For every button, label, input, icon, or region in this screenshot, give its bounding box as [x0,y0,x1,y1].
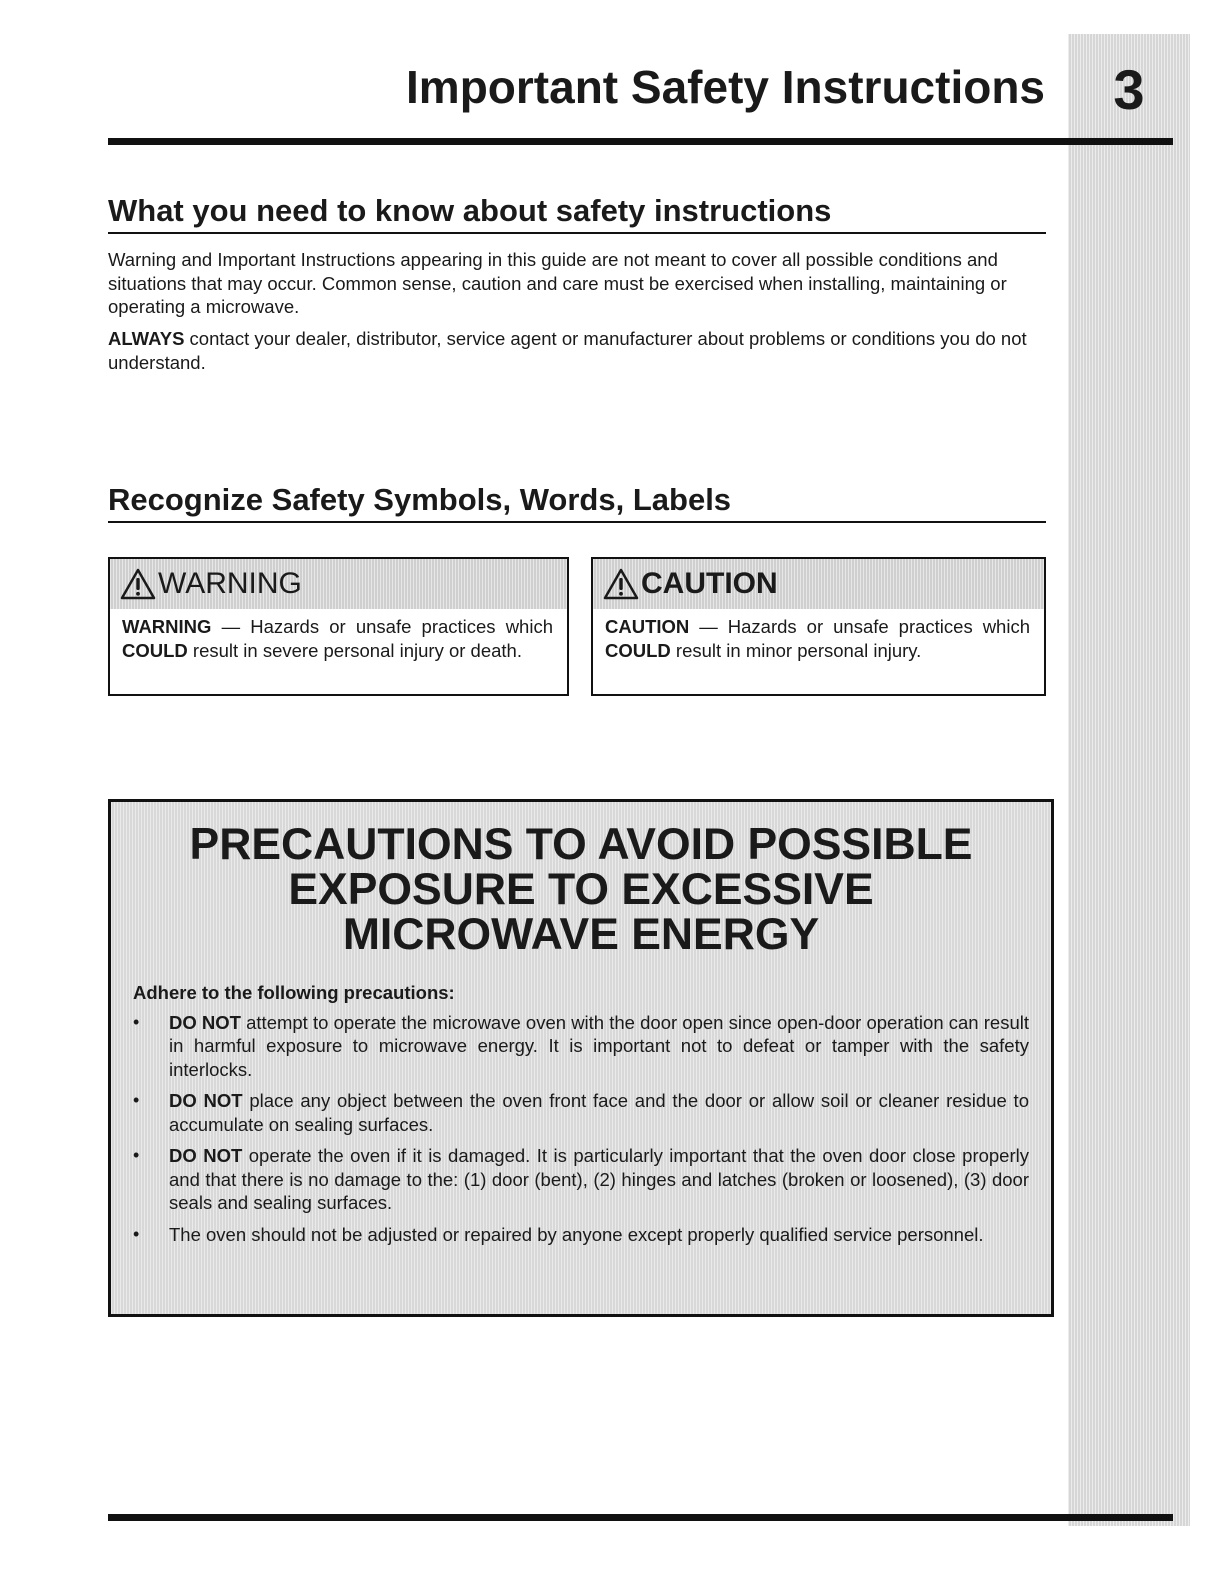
caution-box [591,557,1046,696]
caution-text-part1: — Hazards or unsafe practices which [689,616,1030,637]
caution-label: CAUTION [605,616,690,637]
item-emphasis: DO NOT [169,1011,241,1033]
item-text: attempt to operate the microwave oven with the door open since open-door operation can result in harmful exposure to microwave energy. It is important not to defeat or tamper with the safety interlocks. [169,1011,1029,1080]
precautions-intro: Adhere to the following precautions: [133,982,455,1003]
list-item [133,1011,1029,1082]
item-emphasis: DO NOT [169,1145,243,1166]
bullet-icon: • [133,1145,140,1165]
bullet-icon: • [133,1090,140,1110]
item-text: place any object between the oven front face and the door or allow soil or cleaner residue to accumulate on sealing surfaces. [169,1090,1029,1135]
always-contact-paragraph [108,327,1048,374]
page-number: 3 [1113,58,1145,121]
page-side-tab [1068,34,1190,1526]
warning-emphasis: COULD [122,639,188,661]
list-item [133,1144,1029,1215]
precautions-title [111,822,1051,957]
caution-description [593,609,1044,662]
warning-triangle-icon [120,568,156,600]
warning-label: WARNING [122,616,212,637]
bullet-icon: • [133,1223,140,1244]
page-title: Important Safety Instructions [406,61,1045,113]
warning-text-part1: — Hazards or unsafe practices which [211,616,553,637]
warning-title: WARNING [158,567,302,600]
footer-rule [108,1514,1173,1521]
warning-box [108,557,569,696]
item-emphasis: DO NOT [169,1090,243,1111]
header-rule [108,138,1173,145]
precautions-title-line1: PRECAUTIONS TO AVOID POSSIBLE [189,820,973,869]
caution-emphasis: COULD [605,639,671,661]
warning-text-part2: result in severe personal injury or death. [187,639,522,661]
section-heading-safety-symbols: Recognize Safety Symbols, Words, Labels [108,484,1046,523]
always-label: ALWAYS [108,328,185,349]
precautions-title-line3: MICROWAVE ENERGY [342,910,820,959]
item-text: operate the oven if it is damaged. It is particularly important that the oven door close properly and that there is no damage to the: (1) door (bent), (2) hinges and latches (broken or loosened), (3) door seals and sealing surfaces. [169,1145,1029,1213]
section-heading-safety-instructions: What you need to know about safety instructions [108,195,1046,234]
list-item [133,1223,1029,1247]
warning-description [110,609,567,662]
caution-header [593,559,1044,609]
caution-title: CAUTION [641,567,778,600]
warning-header [110,559,567,609]
bullet-icon: • [133,1011,140,1032]
precautions-box [108,799,1054,1317]
precautions-title-line2: EXPOSURE TO EXCESSIVE [288,865,874,914]
list-item [133,1089,1029,1136]
item-text: The oven should not be adjusted or repaired by anyone except properly qualified service personnel. [169,1223,984,1245]
intro-paragraph: Warning and Important Instructions appearing in this guide are not meant to cover all possible conditions and situations that may occur. Common sense, caution and care must be exercised when installing, maintaining or operating a microwave. [108,249,1007,317]
precautions-list [133,1011,1029,1247]
always-text: contact your dealer, distributor, service agent or manufacturer about problems or conditions you do not understand. [108,328,1027,373]
caution-text-part2: result in minor personal injury. [670,639,922,661]
caution-triangle-icon [603,568,639,600]
